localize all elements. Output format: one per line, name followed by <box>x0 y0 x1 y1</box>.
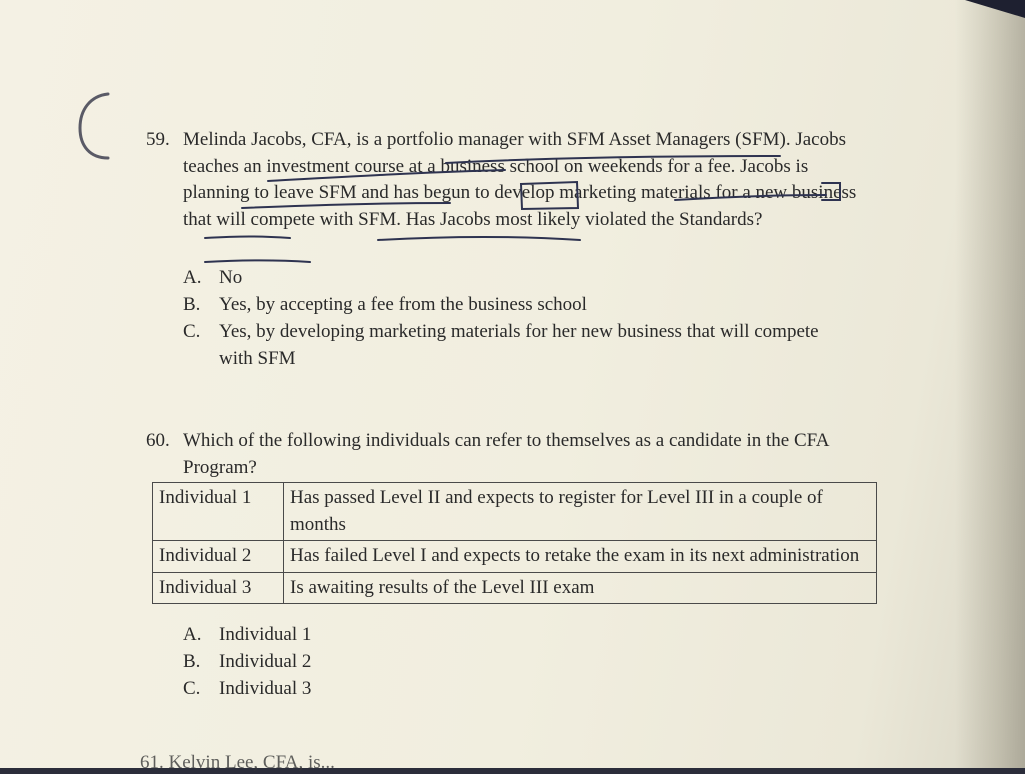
option-text: Yes, by accepting a fee from the business school <box>219 294 587 315</box>
individual-description: Has passed Level II and expects to register for Level III in a couple of months <box>284 483 877 541</box>
individual-name: Individual 3 <box>153 572 284 604</box>
option-letter: B. <box>183 294 201 315</box>
individual-description: Is awaiting results of the Level III exam <box>284 572 877 604</box>
option-letter: B. <box>183 651 201 672</box>
table-row <box>153 541 877 573</box>
option-letter: C. <box>183 678 201 699</box>
q60-option-b[interactable] <box>183 649 859 676</box>
table-row <box>153 572 877 604</box>
table-row <box>153 483 877 541</box>
option-letter: A. <box>183 624 202 645</box>
option-text: Individual 2 <box>219 651 312 672</box>
question-stem: Melinda Jacobs, CFA, is a portfolio manager with SFM Asset Managers (SFM). Jacobs teaches an investment course at a business school on weekends for a fee. Jacobs is planning to leave SFM and has begun to develop marketing materials for a new business that will compete with SFM. Has Jacobs most likely violated the Standards? <box>183 129 857 230</box>
option-letter: A. <box>183 267 202 288</box>
individual-description: Has failed Level I and expects to retake the exam in its next administration <box>284 541 877 573</box>
handwritten-answer-c <box>68 88 128 168</box>
question-stem: Which of the following individuals can refer to themselves as a candidate in the CFA Program? <box>183 430 829 478</box>
option-letter: C. <box>183 321 201 342</box>
individual-name: Individual 1 <box>153 483 284 541</box>
option-text: Individual 1 <box>219 624 312 645</box>
q60-option-c[interactable] <box>183 676 859 703</box>
question-number: 60. <box>146 430 170 451</box>
option-text: Individual 3 <box>219 678 312 699</box>
option-text: No <box>219 267 243 288</box>
underline-new-business <box>205 237 290 239</box>
individuals-table <box>152 482 877 604</box>
option-text: Yes, by developing marketing materials for her new business that will compete with SFM <box>219 321 819 369</box>
individual-name: Individual 2 <box>153 541 284 573</box>
underline-compete <box>378 237 580 240</box>
background-corner <box>965 0 1025 18</box>
underline-standards <box>205 261 310 263</box>
page-curl-shadow <box>955 0 1025 768</box>
q60-option-a[interactable] <box>183 622 859 649</box>
next-question-partial: 61. Kelvin Lee, CFA, is... <box>140 752 335 773</box>
question-number: 59. <box>146 129 170 150</box>
q59-option-a[interactable] <box>183 265 859 292</box>
q59-option-c[interactable] <box>183 319 819 372</box>
q59-option-b[interactable] <box>183 292 859 319</box>
